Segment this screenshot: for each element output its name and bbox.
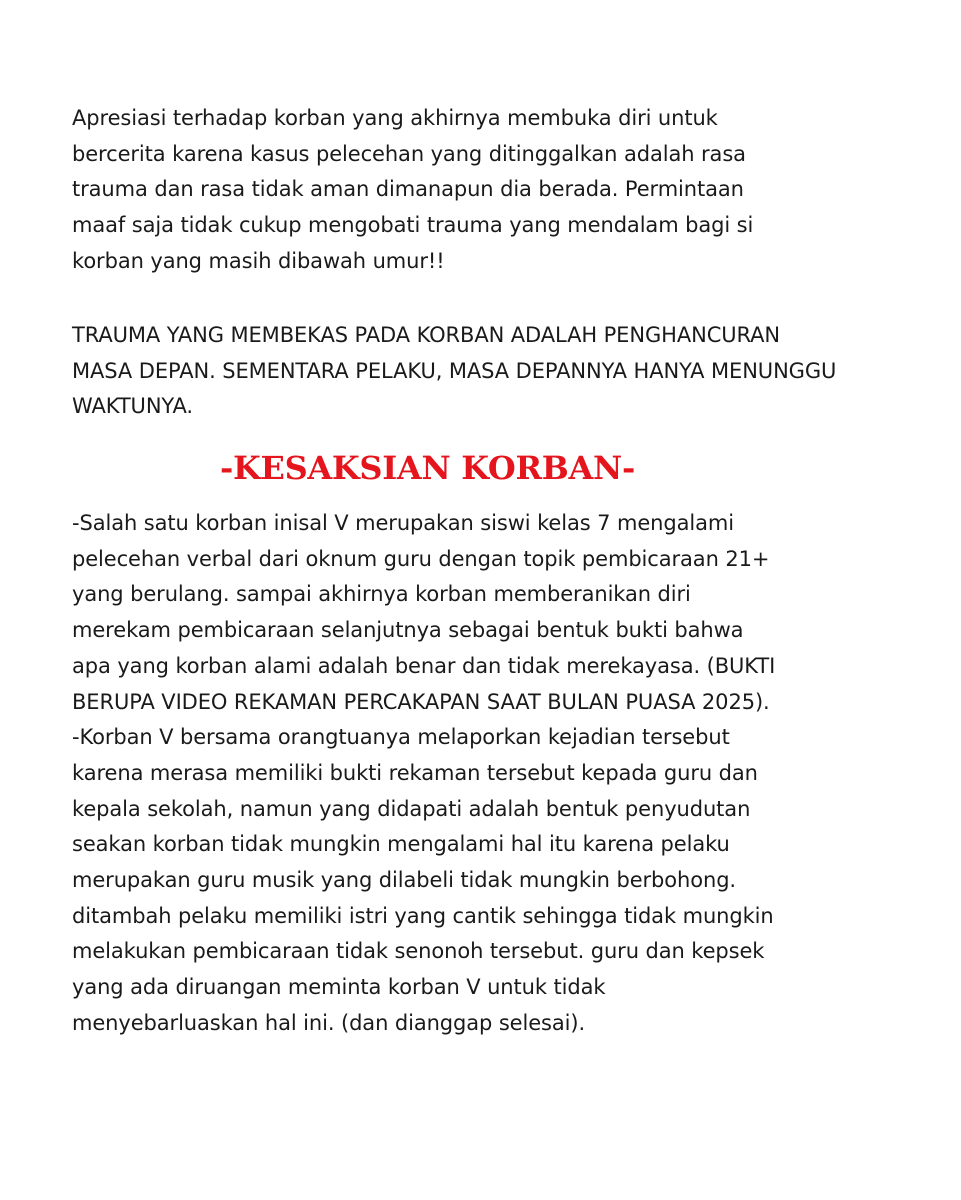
text-line: korban yang masih dibawah umur!! (72, 248, 445, 273)
text-line: maaf saja tidak cukup mengobati trauma yang mendalam bagi si (72, 213, 754, 238)
text-line: ditambah pelaku memiliki istri yang cantik sehingga tidak mungkin (72, 903, 774, 928)
text-line: pelecehan verbal dari oknum guru dengan topik pembicaraan 21+ (72, 546, 770, 571)
text-line: trauma dan rasa tidak aman dimanapun dia berada. Permintaan (72, 177, 744, 202)
text-line: TRAUMA YANG MEMBEKAS PADA KORBAN ADALAH PENGHANCURAN (72, 323, 781, 347)
text-line: merekam pembicaraan selanjutnya sebagai bentuk bukti bahwa (72, 618, 744, 643)
testimony-paragraph (72, 506, 775, 1042)
text-line: karena merasa memiliki bukti rekaman tersebut kepada guru dan (72, 760, 758, 785)
text-line: yang berulang. sampai akhirnya korban memberanikan diri (72, 582, 691, 607)
text-line: MASA DEPAN. SEMENTARA PELAKU, MASA DEPANNYA HANYA MENUNGGU (72, 358, 837, 383)
text-line: yang ada diruangan meminta korban V untuk tidak (72, 975, 606, 1000)
text-line: bercerita karena kasus pelecehan yang ditinggalkan adalah rasa (72, 141, 746, 166)
text-line: menyebarluaskan hal ini. (dan dianggap selesai). (72, 1010, 586, 1035)
text-line: apa yang korban alami adalah benar dan tidak merekayasa. (BUKTI (72, 653, 776, 678)
text-line: melakukan pembicaraan tidak senonoh tersebut. guru dan kepsek (72, 939, 765, 964)
text-line: Apresiasi terhadap korban yang akhirnya membuka diri untuk (72, 106, 718, 130)
text-line: BERUPA VIDEO REKAMAN PERCAKAPAN SAAT BULAN PUASA 2025). (72, 689, 770, 714)
text-line: kepala sekolah, namun yang didapati adalah bentuk penyudutan (72, 796, 751, 821)
text-line: merupakan guru musik yang dilabeli tidak mungkin berbohong. (72, 868, 736, 893)
section-heading: -KESAKSIAN KORBAN- (220, 449, 635, 487)
text-line: -Salah satu korban inisal V merupakan siswi kelas 7 mengalami (72, 511, 734, 535)
caps-statement-paragraph (72, 318, 836, 425)
text-line: WAKTUNYA. (72, 394, 193, 419)
text-line: -Korban V bersama orangtuanya melaporkan kejadian tersebut (72, 725, 730, 750)
text-line: seakan korban tidak mungkin mengalami hal itu karena pelaku (72, 832, 730, 857)
intro-paragraph (72, 101, 753, 280)
